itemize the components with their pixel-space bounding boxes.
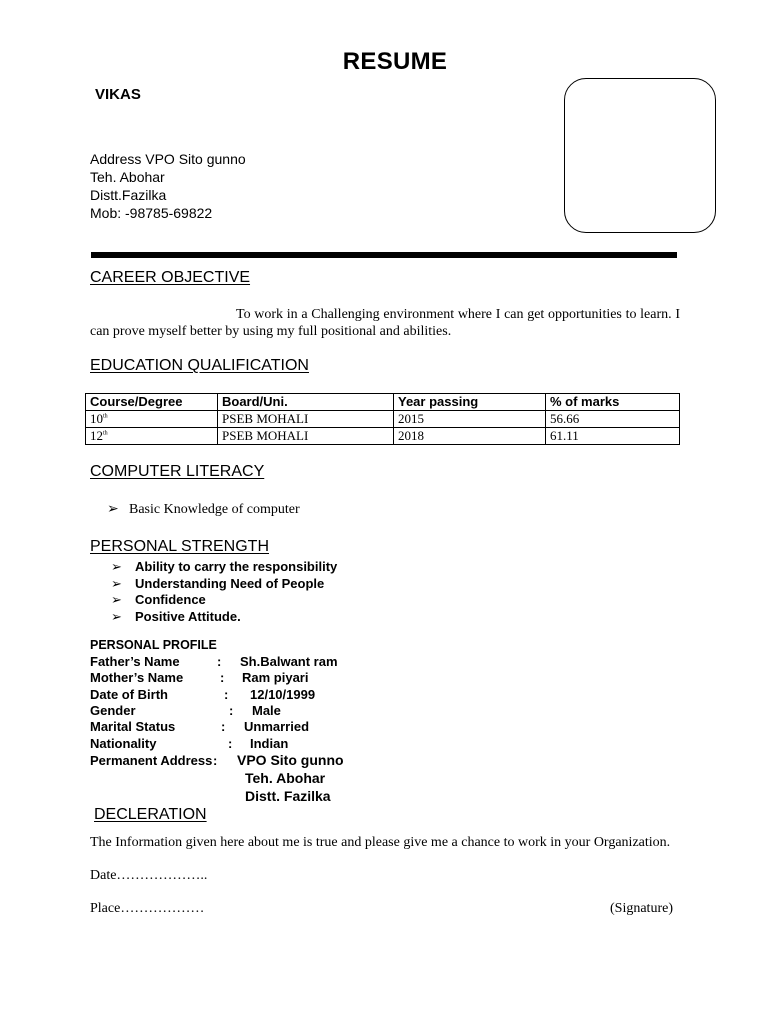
candidate-name: VIKAS (95, 86, 141, 103)
profile-value: Ram piyari (242, 670, 309, 685)
column-header: % of marks (546, 394, 680, 411)
profile-value: Unmarried (244, 719, 310, 734)
list-item: ➢ Basic Knowledge of computer (107, 502, 300, 517)
career-objective-heading: CAREER OBJECTIVE (90, 269, 251, 286)
table-row (86, 411, 680, 428)
arrow-bullet-icon: ➢ (111, 575, 122, 591)
contact-block (90, 150, 246, 222)
horizontal-rule (91, 252, 677, 258)
table-row (86, 428, 680, 445)
column-header: Course/Degree (86, 394, 218, 411)
column-header: Year passing (394, 394, 546, 411)
profile-label: Gender (90, 703, 136, 718)
photo-placeholder (564, 78, 716, 233)
profile-value: Male (252, 703, 281, 718)
course-cell: 10th (86, 411, 218, 428)
career-objective-text: To work in a Challenging environment where I can get opportunities to learn. I can prove myself better by using my full positional and abilities. (90, 307, 680, 339)
year-cell: 2018 (394, 428, 546, 445)
profile-colon: : (228, 736, 233, 751)
education-table (85, 393, 680, 445)
signature-label: (Signature) (610, 901, 673, 916)
profile-label: Mother’s Name (90, 670, 184, 685)
declaration-text: The Information given here about me is true and please give me a chance to work in your Organization. (90, 835, 671, 850)
computer-literacy-heading: COMPUTER LITERACY (90, 463, 265, 480)
address-line-2: Teh. Abohar (245, 770, 326, 786)
profile-label: Father’s Name (90, 654, 180, 669)
board-cell: PSEB MOHALI (218, 411, 394, 428)
address-line-3: Distt. Fazilka (245, 788, 331, 804)
arrow-bullet-icon: ➢ (111, 559, 122, 574)
profile-colon: : (229, 703, 234, 718)
arrow-bullet-icon: ➢ (111, 592, 122, 607)
personal-profile-heading: PERSONAL PROFILE (90, 638, 217, 652)
arrow-bullet-icon: ➢ (111, 608, 122, 624)
profile-value: Sh.Balwant ram (240, 654, 338, 669)
board-cell: PSEB MOHALI (218, 428, 394, 445)
profile-colon: : (217, 654, 222, 669)
profile-colon: : (224, 687, 229, 702)
table-header-row (86, 394, 680, 411)
list-item: ➢ Confidence (111, 592, 206, 607)
marks-cell: 61.11 (546, 428, 680, 445)
address-line: Address VPO Sito gunno (90, 151, 246, 167)
list-item: ➢ Understanding Need of People (111, 575, 325, 591)
course-cell: 12th (86, 428, 218, 445)
marks-cell: 56.66 (546, 411, 680, 428)
arrow-bullet-icon: ➢ (107, 502, 119, 517)
personal-strength-list (111, 559, 337, 625)
column-header: Board/Uni. (218, 394, 394, 411)
personal-strength-heading: PERSONAL STRENGTH (90, 538, 269, 555)
date-line: Date……………….. (90, 868, 208, 883)
profile-value: 12/10/1999 (250, 687, 316, 702)
profile-label: Marital Status (90, 719, 176, 734)
resume-title: RESUME (342, 48, 448, 75)
profile-label: Permanent Address (90, 753, 213, 768)
list-item: ➢ Positive Attitude. (111, 608, 241, 624)
list-item: ➢ Ability to carry the responsibility (111, 559, 338, 574)
mobile-line: Mob: -98785-69822 (90, 205, 213, 221)
profile-colon: : (221, 719, 226, 734)
declaration-heading: DECLERATION (94, 806, 207, 823)
education-heading: EDUCATION QUALIFICATION (90, 357, 309, 374)
computer-literacy-list (107, 501, 300, 518)
profile-label: Date of Birth (90, 687, 168, 702)
place-line: Place……………… (90, 901, 205, 916)
profile-value: Indian (250, 736, 289, 751)
district-line: Distt.Fazilka (90, 187, 167, 203)
year-cell: 2015 (394, 411, 546, 428)
profile-colon: : (213, 753, 218, 768)
profile-label: Nationality (90, 736, 157, 751)
profile-colon: : (220, 670, 225, 685)
tehsil-line: Teh. Abohar (90, 169, 165, 185)
profile-value: VPO Sito gunno (237, 752, 344, 768)
